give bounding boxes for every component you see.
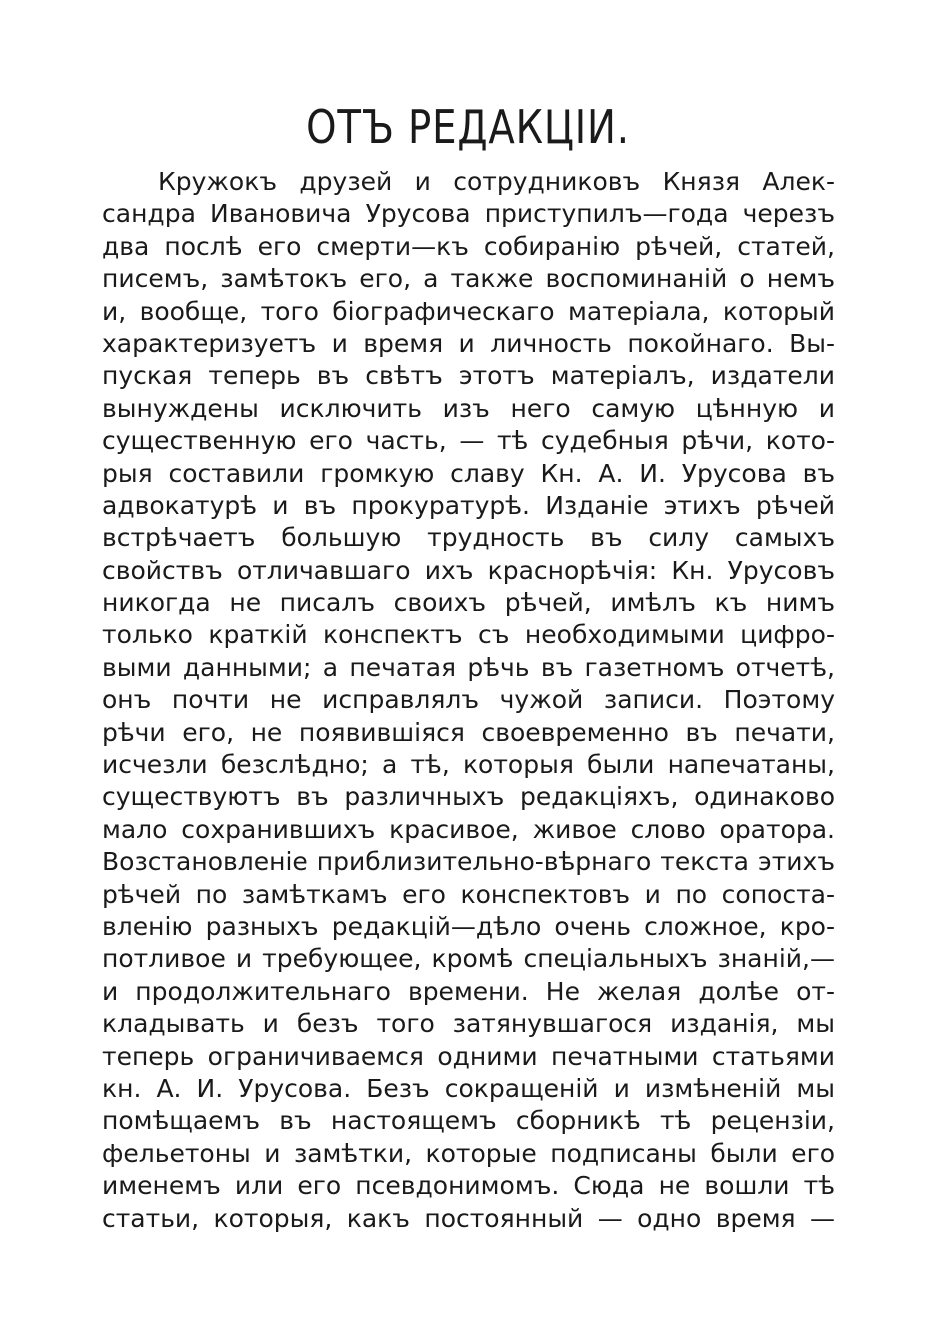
text-line: два послѣ его смерти—къ собиранію рѣчей, статей, [102, 231, 835, 261]
text-line: Кружокъ друзей и сотрудниковъ Князя Алек- [158, 167, 835, 196]
text-line: встрѣчаетъ большую трудность въ силу самыхъ [102, 523, 835, 553]
text-line: потливое и требующее, кромѣ спеціальныхъ знаній,— [102, 944, 835, 974]
text-line: писемъ, замѣтокъ его, а также воспоминаній о немъ [102, 264, 835, 294]
text-line: вынуждены исключить изъ него самую цѣнную и [102, 393, 835, 423]
text-line: вленію разныхъ редакцій—дѣло очень сложное, кро- [102, 911, 835, 941]
text-line: выми данными; а печатая рѣчь въ газетномъ отчетѣ, [102, 652, 835, 682]
text-line: свойствъ отличавшаго ихъ краснорѣчія: Кн. Урусовъ [102, 555, 835, 585]
text-line: Возстановленіе приблизительно-вѣрнаго текста этихъ [102, 847, 835, 877]
text-line: рѣчей по замѣткамъ его конспектовъ и по сопоста- [102, 879, 835, 909]
text-line: адвокатурѣ и въ прокуратурѣ. Изданіе этихъ рѣчей [102, 490, 835, 520]
text-line: мало сохранившихъ красивое, живое слово оратора. [102, 814, 835, 844]
text-line: онъ почти не исправлялъ чужой записи. Поэтому [102, 685, 835, 715]
text-line: теперь ограничиваемся одними печатными статьями [102, 1041, 835, 1071]
body-text [102, 166, 835, 1235]
text-line: и продолжительнаго времени. Не желая долѣе от- [102, 976, 835, 1006]
text-line: именемъ или его псевдонимомъ. Сюда не вошли тѣ [102, 1171, 835, 1201]
text-line: помѣщаемъ въ настоящемъ сборникѣ тѣ рецензіи, [102, 1106, 835, 1136]
text-line: характеризуетъ и время и личность покойнаго. Вы- [102, 328, 835, 358]
text-line: кн. А. И. Урусова. Безъ сокращеній и измѣненій мы [102, 1073, 835, 1103]
text-line: статьи, которыя, какъ постоянный — одно время — [102, 1203, 835, 1233]
text-line: пуская теперь въ свѣтъ этотъ матеріалъ, издатели [102, 361, 835, 391]
text-line: рѣчи его, не появившіяся своевременно въ печати, [102, 717, 835, 747]
page-title: ОТЪ РЕДАКЦІИ. [306, 100, 630, 154]
text-line: никогда не писалъ своихъ рѣчей, имѣлъ къ нимъ [102, 588, 835, 618]
text-line: и, вообще, того біографическаго матеріала, который [102, 296, 835, 326]
text-line: только краткій конспектъ съ необходимыми цифро- [102, 620, 835, 650]
text-line: сандра Ивановича Урусова приступилъ—года черезъ [102, 199, 835, 229]
text-line: существуютъ въ различныхъ редакціяхъ, одинаково [102, 782, 835, 812]
text-line: существенную его часть, — тѣ судебныя рѣчи, кото- [102, 426, 835, 456]
text-line: фельетоны и замѣтки, которые подписаны были его [102, 1138, 835, 1168]
text-line: кладывать и безъ того затянувшагося изданія, мы [102, 1009, 835, 1039]
text-line: рыя составили громкую славу Кн. А. И. Урусова въ [102, 458, 835, 488]
text-line: исчезли безслѣдно; а тѣ, которыя были напечатаны, [102, 750, 835, 780]
